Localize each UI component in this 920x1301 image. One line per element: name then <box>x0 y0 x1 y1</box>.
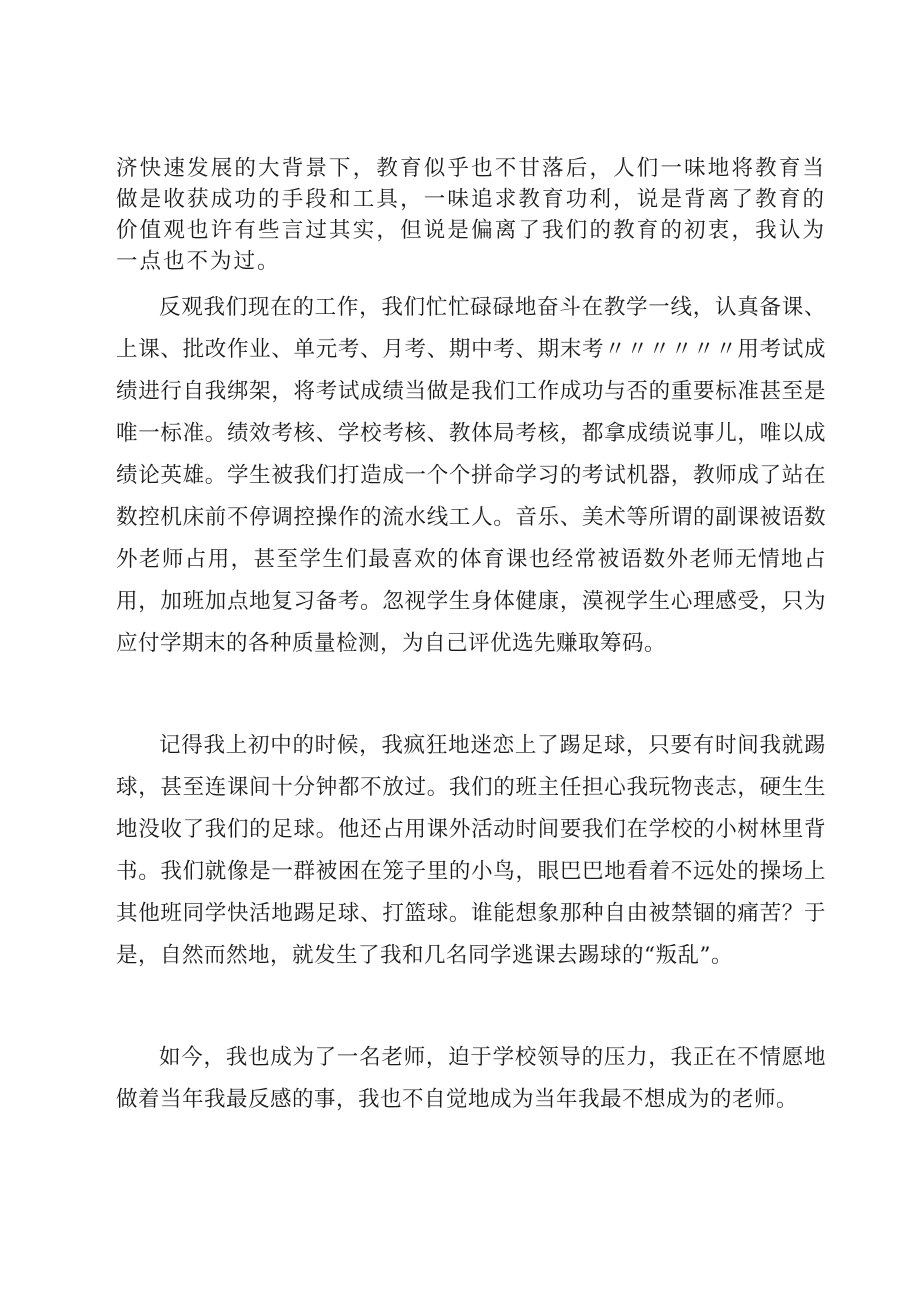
paragraph-continuation <box>116 153 826 277</box>
paragraph-4: 如今，我也成为了一名老师，迫于学校领导的压力，我正在不情愿地做着当年我最反感的事，我也不自觉地成为当年我最不想成为的老师。 <box>116 1045 826 1112</box>
paragraph-2: 反观我们现在的工作，我们忙忙碌碌地奋斗在教学一线，认真备课、上课、批改作业、单元考、月考、期中考、期末考〃〃〃〃〃〃用考试成绩进行自我绑架，将考试成绩当做是我们工作成功与否的重要标准甚至是唯一标准。绩效考核、学校考核、教体局考核，都拿成绩说事儿，唯以成绩论英雄。学生被我们打造成一个个拼命学习的考试机器，教师成了站在数控机床前不停调控操作的流水线工人。音乐、美术等所谓的副课被语数外老师占用，甚至学生们最喜欢的体育课也经常被语数外老师无情地占用，加班加点地复习备考。忽视学生身体健康，漠视学生心理感受，只为应付学期末的各种质量检测，为自己评优选先赚取筹码。 <box>116 295 826 656</box>
paragraph-3: 记得我上初中的时候，我疯狂地迷恋上了踢足球，只要有时间我就踢球，甚至连课间十分钟都不放过。我们的班主任担心我玩物丧志，硬生生地没收了我们的足球。他还占用课外活动时间要我们在学校的小树林里背书。我们就像是一群被困在笼子里的小鸟，眼巴巴地看着不远处的操场上其他班同学快活地踢足球、打篮球。谁能想象那种自由被禁锢的痛苦？于是，自然而然地，就发生了我和几名同学逃课去踢球的“叛乱”。 <box>116 733 826 968</box>
paragraph-work-reflection <box>116 287 826 665</box>
paragraph-1: 济快速发展的大背景下，教育似乎也不甘落后，人们一味地将教育当做是收获成功的手段和工具，一味追求教育功利，说是背离了教育的价值观也许有些言过其实，但说是偏离了我们的教育的初衷，我认为一点也不为过。 <box>116 156 826 274</box>
paragraph-memory <box>116 725 826 977</box>
paragraph-present <box>116 1037 826 1121</box>
